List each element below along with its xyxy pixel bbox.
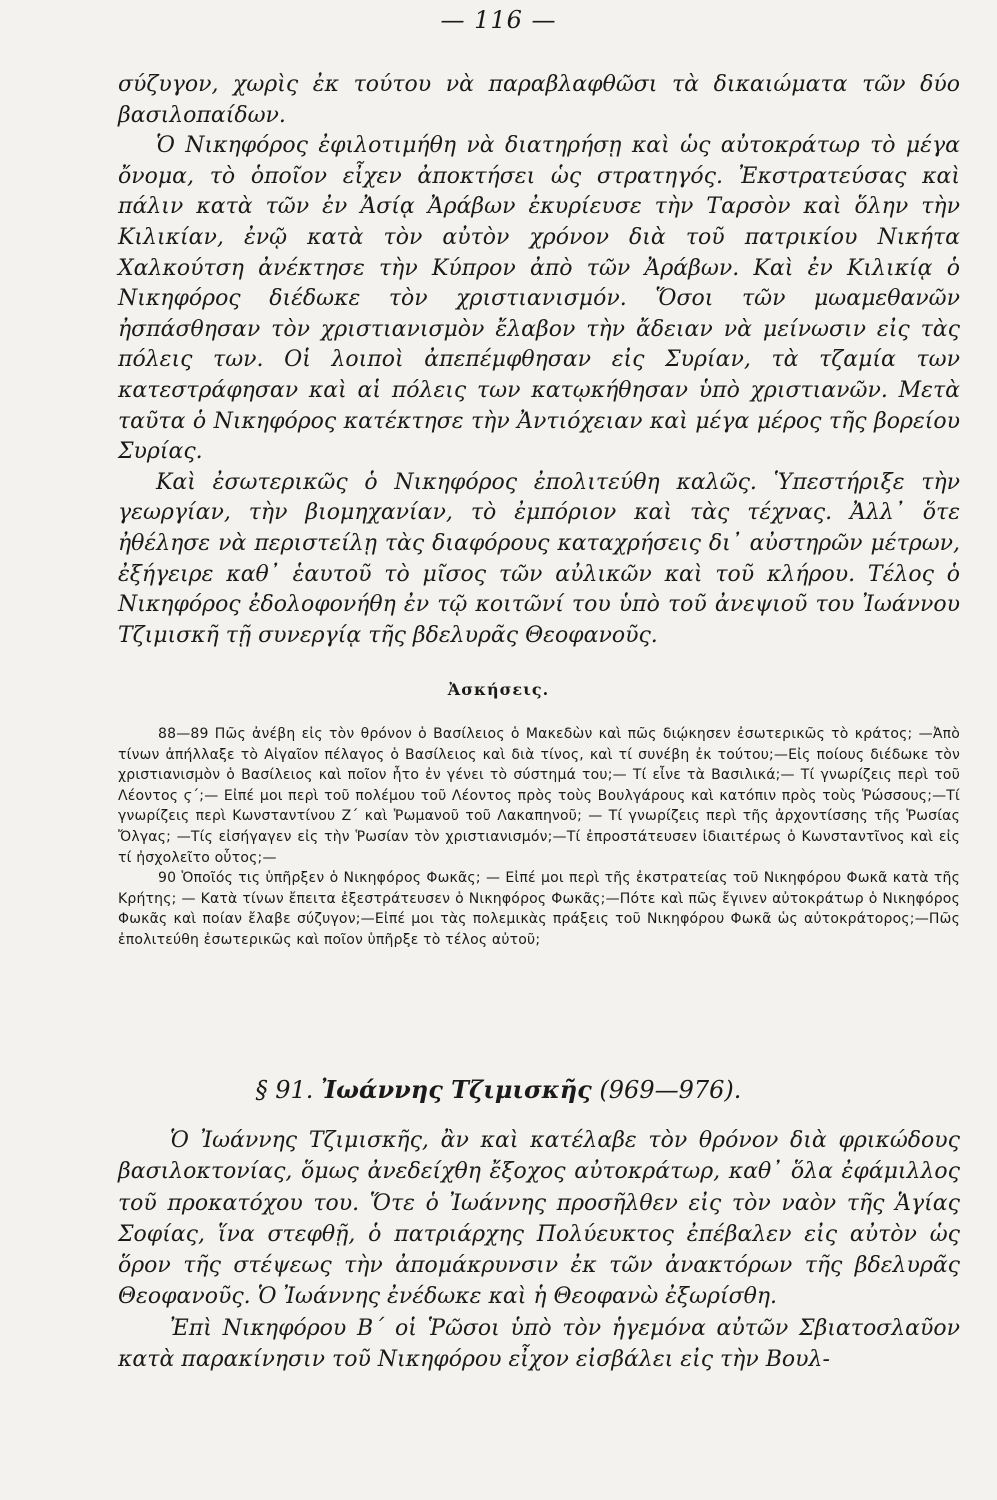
section-title bbox=[0, 1075, 997, 1104]
paragraph-nikephoros-campaigns: Ὁ Νικηφόρος ἐφιλοτιμήθη νὰ διατηρήσῃ καὶ ὡς αὐτοκράτωρ τὸ μέγα ὄνομα, τὸ ὁποῖον εἶχεν ἀποκτήσει ὡς στρατηγός. Ἐκστρατεύσας καὶ πάλιν κατὰ τῶν ἐν Ἀσίᾳ Ἀράβων ἐκυρίευσε τὴν Ταρσὸν καὶ ὅλην τὴν Κιλικίαν, ἐνῷ κατὰ τὸν αὐτὸν χρόνον διὰ τοῦ πατρικίου Νικήτα Χαλκούτση ἀνέκτησε τὴν Κύπρον ἀπὸ τῶν Ἀράβων. Καὶ ἐν Κιλικίᾳ ὁ Νικηφόρος διέδωκε τὸν χριστιανισμόν. Ὅσοι τῶν μωαμεθανῶν ἠσπάσθησαν τὸν χριστιανισμὸν ἔλαβον τὴν ἄδειαν νὰ μείνωσιν εἰς τὰς πόλεις των. Οἱ λοιποὶ ἀπεπέμφθησαν εἰς Συρίαν, τὰ τζαμία των κατεστράφησαν καὶ αἱ πόλεις των κατῳκήθησαν ὑπὸ χριστιανῶν. Μετὰ ταῦτα ὁ Νικηφόρος κατέκτησε τὴν Ἀντιόχειαν καὶ μέγα μέρος τῆς βορείου Συρίας. bbox=[118, 133, 960, 465]
main-text bbox=[118, 70, 960, 651]
page-number: — 116 — bbox=[440, 6, 557, 34]
exercise-90: 90 Ὁποῖός τις ὑπῆρξεν ὁ Νικηφόρος Φωκᾶς; — Εἰπέ μοι περὶ τῆς ἐκστρατείας τοῦ Νικηφόρου Φωκᾶ κατὰ τῆς Κρήτης; — Κατὰ τίνων ἔπειτα ἐξεστράτευσεν ὁ Νικηφόρος Φωκᾶς;—Πότε καὶ πῶς ἔγινεν αὐτοκράτωρ ὁ Νικηφόρος Φωκᾶς καὶ ποίαν ἔλαβε σύζυγον;—Εἰπέ μοι τὰς πολεμικὰς πράξεις τοῦ Νικηφόρου Φωκᾶ ὡς αὐτοκράτορος;—Πῶς ἐπολιτεύθη ἐσωτερικῶς καὶ ποῖον ὑπῆρξε τὸ τέλος αὐτοῦ; bbox=[118, 870, 960, 948]
paragraph-tzimiskes-accession: Ὁ Ἰωάννης Τζιμισκῆς, ἂν καὶ κατέλαβε τὸν θρόνον διὰ φρικώδους βασιλοκτονίας, ὅμως ἀνεδείχθη ἔξοχος αὐτοκράτωρ, καθ᾽ ὅλα ἐφάμιλλος τοῦ προκατόχου του. Ὅτε ὁ Ἰωάννης προσῆλθεν εἰς τὸν ναὸν τῆς Ἁγίας Σοφίας, ἵνα στεφθῇ, ὁ πατριάρχης Πολύευκτος ἐπέβαλεν εἰς αὐτὸν ὡς ὅρον τῆς στέψεως τὴν ἀπομάκρυνσιν ἐκ τῶν ἀνακτόρων τῆς βδελυρᾶς Θεοφανοῦς. Ὁ Ἰωάννης ἐνέδωκε καὶ ἡ Θεοφανὼ ἐξωρίσθη. bbox=[118, 1128, 960, 1310]
exercises-heading: Ἀσκήσεις. bbox=[447, 680, 550, 699]
section-symbol: § 91. bbox=[255, 1076, 314, 1104]
paragraph-nikephoros-domestic: Καὶ ἐσωτερικῶς ὁ Νικηφόρος ἐπολιτεύθη καλῶς. Ὑπεστήριξε τὴν γεωργίαν, τὴν βιομηχανίαν, τὸ ἐμπόριον καὶ τὰς τέχνας. Ἀλλ᾽ ὅτε ἠθέλησε νὰ περιστείλῃ τὰς διαφόρους καταχρήσεις δι᾽ αὐστηρῶν μέτρων, ἐξήγειρε καθ᾽ ἑαυτοῦ τὸ μῖσος τῶν αὐλικῶν καὶ τοῦ κλήρου. Τέλος ὁ Νικηφόρος ἐδολοφονήθη ἐν τῷ κοιτῶνί του ὑπὸ τοῦ ἀνεψιοῦ του Ἰωάννου Τζιμισκῆ τῇ συνεργίᾳ τῆς βδελυρᾶς Θεοφανοῦς. bbox=[118, 469, 960, 648]
paragraph-continuation: σύζυγον, χωρὶς ἐκ τούτου νὰ παραβλαφθῶσι τὰ δικαιώματα τῶν δύο βασιλοπαίδων. bbox=[118, 72, 960, 128]
section-text bbox=[118, 1125, 960, 1375]
exercises-block bbox=[118, 724, 960, 951]
section-name: Ἰωάννης Τζιμισκῆς bbox=[321, 1075, 592, 1104]
section-dates: (969—976). bbox=[599, 1076, 742, 1104]
exercise-88-89: 88—89 Πῶς ἀνέβη εἰς τὸν θρόνον ὁ Βασίλειος ὁ Μακεδὼν καὶ πῶς διῴκησεν ἐσωτερικῶς τὸ κράτος; —Ἀπὸ τίνων ἀπήλλαξε τὸ Αἰγαῖον πέλαγος ὁ Βασίλειος καὶ διὰ τίνος, καὶ τί συνέβη ἐκ τούτου;—Εἰς ποίους διέδωκε τὸν χριστιανισμὸν ὁ Βασίλειος καὶ ποῖον ἦτο ἐν γένει τὸ σύστημά του;— Τί εἶνε τὰ Βασιλικά;— Τί γνωρίζεις περὶ τοῦ Λέοντος ϛ´;— Εἰπέ μοι περὶ τοῦ πολέμου τοῦ Λέοντος πρὸς τοὺς Βουλγάρους καὶ κατόπιν πρὸς τοὺς Ῥώσσους;—Τί γνωρίζεις περὶ Κωνσταντίνου Ζ´ καὶ Ῥωμανοῦ τοῦ Λακαπηνοῦ; — Τί γνωρίζεις περὶ τῆς ἀρχοντίσσης τῆς Ῥωσίας Ὄλγας; —Τίς εἰσήγαγεν εἰς τὴν Ῥωσίαν τὸν χριστιανισμόν;—Τί ἐπροστάτευσεν ἰδιαιτέρως ὁ Κωνσταντῖνος καὶ εἰς τί ἠσχολεῖτο οὗτος;— bbox=[118, 726, 960, 866]
paragraph-russians: Ἐπὶ Νικηφόρου Β´ οἱ Ῥῶσοι ὑπὸ τὸν ἡγεμόνα αὐτῶν Σβιατοσλαῦον κατὰ παρακίνησιν τοῦ Νικηφόρου εἶχον εἰσβάλει εἰς τὴν Βουλ- bbox=[118, 1315, 960, 1373]
